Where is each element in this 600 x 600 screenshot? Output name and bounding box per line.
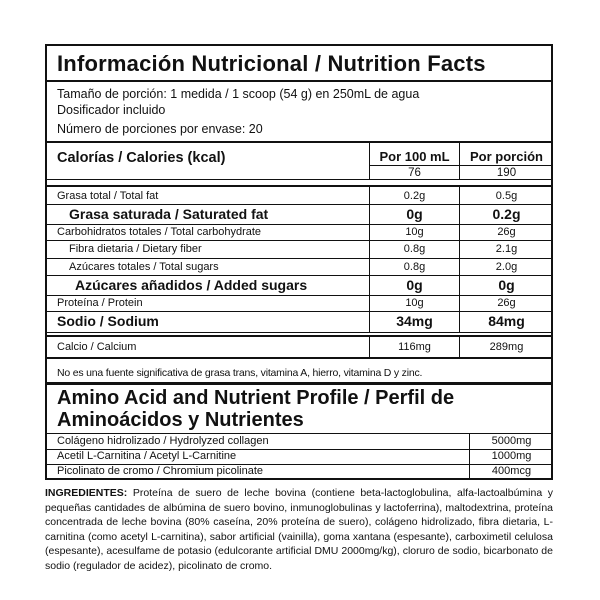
calcium-per-serving: 289mg (489, 341, 524, 353)
carbohydrate-per-100ml: 10g (405, 226, 424, 238)
column-per-serving: Por porción (470, 149, 543, 164)
added-sugars-per-100ml: 0g (406, 277, 423, 293)
fiber-per-100ml: 0.8g (403, 243, 426, 255)
added-sugars-per-serving: 0g (498, 277, 515, 293)
sugars-per-serving: 2.0g (495, 261, 518, 273)
total-fat-per-serving: 0.5g (495, 190, 518, 202)
ingredients-heading: INGREDIENTES: (45, 487, 128, 499)
protein-per-100ml: 10g (405, 297, 424, 309)
nutrient-calcium: Calcio / Calcium (57, 341, 137, 353)
sodium-per-serving: 84mg (488, 313, 525, 329)
nutrient-total-sugars: Azúcares totales / Total sugars (69, 261, 219, 273)
chromium-picolinate-value: 400mcg (491, 465, 532, 477)
divider-title (47, 80, 551, 82)
sodium-per-100ml: 34mg (396, 313, 433, 329)
saturated-fat-per-100ml: 0g (406, 206, 423, 222)
nutrient-dietary-fiber: Fibra dietaria / Dietary fiber (69, 243, 202, 255)
fiber-per-serving: 2.1g (495, 243, 518, 255)
nutrition-facts-panel (45, 44, 553, 480)
calories-label: Calorías / Calories (kcal) (57, 150, 226, 166)
saturated-fat-per-serving: 0.2g (492, 206, 521, 222)
collagen-value: 5000mg (491, 435, 532, 447)
nutrient-total-fat: Grasa total / Total fat (57, 190, 159, 202)
carbohydrate-per-serving: 26g (497, 226, 516, 238)
calcium-per-100ml: 116mg (398, 341, 431, 353)
calories-per-100ml: 76 (408, 167, 421, 179)
footnote: No es una fuente significativa de grasa trans, vitamina A, hierro, vitamina D y zinc. (57, 367, 423, 379)
total-fat-per-100ml: 0.2g (403, 190, 426, 202)
serving-size: Tamaño de porción: 1 medida / 1 scoop (54 g) en 250mL de agua (57, 87, 420, 101)
ingredients-block (45, 486, 553, 574)
amino-collagen: Colágeno hidrolizado / Hydrolyzed collagen (57, 435, 269, 447)
nutrient-protein: Proteína / Protein (57, 297, 143, 309)
nutrient-total-carbohydrate: Carbohidratos totales / Total carbohydrate (57, 226, 262, 238)
amino-chromium-picolinate: Picolinato de cromo / Chromium picolinate (57, 465, 264, 477)
amino-title-line-1: Amino Acid and Nutrient Profile / Perfil de (57, 387, 455, 409)
protein-per-serving: 26g (497, 297, 516, 309)
nutrient-saturated-fat: Grasa saturada / Saturated fat (69, 206, 269, 222)
sugars-per-100ml: 0.8g (403, 261, 426, 273)
divider-serving (47, 141, 551, 143)
calories-per-serving: 190 (496, 167, 517, 179)
amino-acetyl-carnitine: Acetil L-Carnitina / Acetyl L-Carnitine (57, 450, 237, 462)
column-per-100ml: Por 100 mL (379, 149, 450, 164)
dosifier-note: Dosificador incluido (57, 103, 166, 117)
ingredients-text: Proteína de suero de leche bovina (contiene beta-lactoglobulina, alfa-lactoalbúmina y pequeñas cantidades de albúmina de suero bovino, inmunoglobulinas y lactoferrina), maltodextrina, proteína concentrada de leche bovina (80% caseína, 20% proteína de suero), colágeno hidrolizado, fibra dietaria, L-carnitina (como acetyl L-carnitina), sabor artificial (vainilla), goma xantana (espesante), carboximetil celulosa (espesante), acesulfame de potasio (edulcorante artificial DMU 2000mg/kg), cloruro de sodio, bicarbonato de sodio (regulador de acidez), picolinato de cromo. (45, 487, 554, 572)
panel-title: Información Nutricional / Nutrition Facts (57, 51, 486, 76)
amino-title-line-2: Aminoácidos y Nutrientes (57, 409, 304, 431)
acetyl-carnitine-value: 1000mg (491, 450, 532, 462)
nutrient-sodium: Sodio / Sodium (57, 313, 159, 329)
servings-per-container: Número de porciones por envase: 20 (57, 122, 263, 136)
nutrient-added-sugars: Azúcares añadidos / Added sugars (75, 277, 308, 293)
